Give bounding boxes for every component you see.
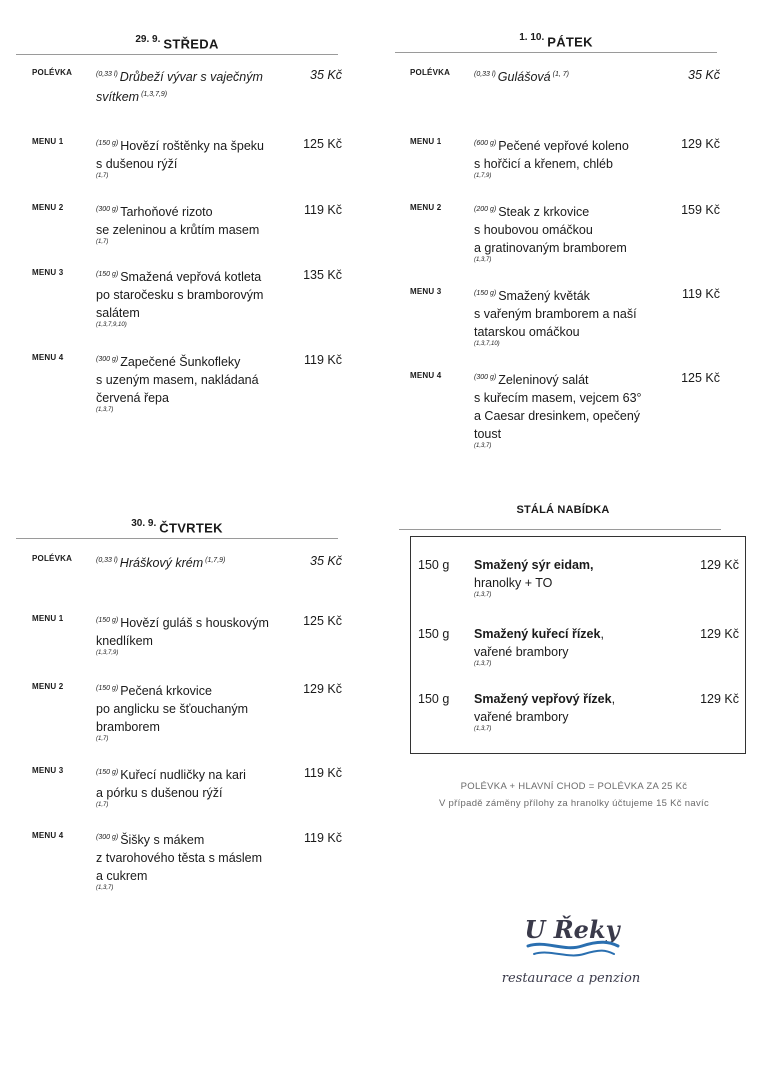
portion-size: (0,33 l) (96, 71, 118, 78)
dish-name-line: Zapečené Šunkofleky (120, 355, 241, 370)
allergens: (1,3,7) (96, 407, 114, 414)
price: 119 Kč (304, 353, 342, 367)
menu-label: MENU 3 (32, 268, 64, 277)
price: 129 Kč (681, 137, 720, 151)
day-name: STŘEDA (163, 36, 219, 52)
dish-name-line: Hovězí guláš s houskovým (120, 616, 269, 631)
allergens: (1,7) (96, 239, 109, 246)
side-swap-note: V případě záměny přílohy za hranolky účtujeme 15 Kč navíc (438, 798, 710, 809)
dish-name-line: a Caesar dresinkem, opečený (474, 409, 641, 424)
dish-description (96, 552, 286, 572)
allergens: (1,7) (96, 736, 109, 743)
day-date: 30. 9. (131, 518, 157, 529)
dish-name-line: Zeleninový salát (498, 373, 589, 388)
portion-size: (300 g) (96, 206, 119, 213)
standing-offer-title: STÁLÁ NABÍDKA (516, 504, 610, 516)
menu-label: MENU 4 (32, 831, 64, 840)
dish-name-line: Kuřecí nudličky na kari (120, 768, 246, 783)
item-price: 129 Kč (700, 627, 739, 641)
restaurant-logo (494, 908, 648, 994)
divider (395, 52, 717, 53)
dish-name-line: Steak z krkovice (498, 205, 590, 220)
divider (16, 54, 338, 55)
dish-name-line: s houbovou omáčkou (474, 223, 593, 238)
portion-size: (600 g) (474, 140, 497, 147)
item-description (474, 556, 674, 599)
portion-size: (150 g) (474, 290, 497, 297)
dish-name-line: Tarhoňové rizoto (120, 205, 213, 220)
portion-size: (300 g) (474, 374, 497, 381)
menu-label: MENU 3 (410, 287, 442, 296)
item-weight: 150 g (418, 558, 450, 572)
item-name: Smažený kuřecí řízek (474, 627, 601, 641)
item-weight: 150 g (418, 692, 450, 706)
item-name: Smažený vepřový řízek (474, 692, 612, 706)
dish-description (96, 66, 286, 106)
portion-size: (150 g) (96, 271, 119, 278)
dish-description (474, 135, 664, 180)
price: 125 Kč (303, 614, 342, 628)
dish-description (96, 680, 286, 743)
item-name: Smažený sýr eidam, (474, 558, 594, 572)
divider (16, 538, 338, 539)
logo-artwork (494, 908, 648, 994)
portion-size: (150 g) (96, 769, 119, 776)
dish-name-line: po anglicku se šťouchaným (96, 702, 248, 717)
item-allergens: (1,3,7) (474, 592, 492, 598)
menu-label: MENU 3 (32, 766, 64, 775)
price: 129 Kč (303, 682, 342, 696)
menu-label: MENU 2 (32, 682, 64, 691)
dish-name-line: tatarskou omáčkou (474, 325, 580, 340)
allergens: (1,3,7,9,10) (96, 322, 127, 329)
day-header (395, 26, 717, 50)
menu-label: MENU 4 (410, 371, 442, 380)
dish-description (96, 266, 286, 329)
dish-description (474, 369, 664, 450)
price: 159 Kč (681, 203, 720, 217)
item-price: 129 Kč (700, 558, 739, 572)
allergens: (1,3,7) (474, 443, 492, 450)
price: 135 Kč (303, 268, 342, 282)
menu-label: MENU 1 (32, 137, 64, 146)
day-name: PÁTEK (547, 34, 593, 50)
dish-name-line: s hořčicí a křenem, chléb (474, 157, 613, 172)
dish-name-line: bramborem (96, 720, 160, 735)
dish-description (474, 66, 664, 86)
portion-size: (0,33 l) (474, 71, 496, 78)
price: 35 Kč (688, 68, 720, 82)
price: 35 Kč (310, 68, 342, 82)
dish-name-line: se zeleninou a krůtím masem (96, 223, 260, 238)
allergens: (1,3,7,9) (96, 650, 119, 657)
dish-description (96, 135, 286, 180)
item-description: Smažený vepřový řízek, vařené brambory (1,3,7) (474, 690, 674, 733)
combo-note: POLÉVKA + HLAVNÍ CHOD = POLÉVKA ZA 25 Kč (460, 781, 688, 792)
dish-name-line: Smažený květák (498, 289, 590, 304)
item-description: Smažený kuřecí řízek, vařené brambory (1,3,7) (474, 625, 674, 668)
dish-name-line: a pórku s dušenou rýží (96, 786, 223, 801)
dish-description (96, 764, 286, 809)
dish-description (96, 612, 286, 657)
allergens: (1, 7) (552, 71, 569, 78)
portion-size: (300 g) (96, 356, 119, 363)
logo-tagline: restaurace a penzion (501, 971, 641, 986)
menu-label: MENU 2 (32, 203, 64, 212)
wave-icon (534, 951, 614, 956)
day-date: 1. 10. (519, 32, 545, 43)
dish-name-line: červená řepa (96, 391, 169, 406)
price: 119 Kč (682, 287, 720, 301)
dish-name-line: knedlíkem (96, 634, 153, 649)
menu-label: MENU 1 (32, 614, 64, 623)
dish-name-line: s uzeným masem, nakládaná (96, 373, 259, 388)
day-section-wednesday (16, 28, 338, 55)
price: 35 Kč (310, 554, 342, 568)
logo-name: U Řeky (524, 915, 620, 944)
dish-description (96, 829, 286, 892)
allergens: (1,3,7,9) (141, 91, 168, 99)
portion-size: (200 g) (474, 206, 497, 213)
dish-name-line: a gratinovaným bramborem (474, 241, 627, 256)
menu-label: POLÉVKA (32, 68, 73, 77)
menu-label: POLÉVKA (32, 554, 73, 563)
dish-description (96, 201, 286, 246)
portion-size: (300 g) (96, 834, 119, 841)
dish-name-line: s vařeným bramborem a naší (474, 307, 637, 322)
portion-size: (150 g) (96, 140, 119, 147)
item-side: vařené brambory (474, 710, 569, 724)
dish-description (474, 201, 664, 264)
allergens: (1,7,9) (205, 557, 226, 564)
allergens: (1,7,9) (474, 173, 492, 180)
divider (399, 529, 721, 530)
portion-size: (0,33 l) (96, 557, 118, 564)
day-name: ČTVRTEK (159, 520, 223, 536)
allergens: (1,7) (96, 173, 109, 180)
menu-label: MENU 1 (410, 137, 442, 146)
dish-name-line: salátem (96, 306, 140, 321)
item-side: hranolky + TO (474, 576, 553, 590)
standing-offer-box (410, 536, 746, 754)
item-allergens: (1,3,7) (474, 726, 492, 732)
item-price: 129 Kč (700, 692, 739, 706)
menu-label: POLÉVKA (410, 68, 451, 77)
day-date: 29. 9. (135, 34, 161, 45)
item-side: vařené brambory (474, 645, 569, 659)
price: 119 Kč (304, 203, 342, 217)
dish-name-line: toust (474, 427, 502, 442)
item-allergens: (1,3,7) (474, 661, 492, 667)
dish-name-line: Gulášová (497, 70, 551, 85)
price: 119 Kč (304, 766, 342, 780)
allergens: (1,3,7) (96, 885, 114, 892)
day-section-friday (395, 26, 717, 53)
dish-description (96, 351, 286, 414)
dish-name-line: Hovězí roštěnky na špeku (120, 139, 265, 154)
portion-size: (150 g) (96, 617, 119, 624)
dish-name-line: Hráškový krém (119, 556, 204, 571)
dish-name-line: svítkem (96, 90, 140, 105)
day-header (16, 28, 338, 52)
dish-name-line: Pečená krkovice (120, 684, 212, 699)
dish-name-line: z tvarohového těsta s máslem (96, 851, 263, 866)
price: 119 Kč (304, 831, 342, 845)
menu-label: MENU 2 (410, 203, 442, 212)
dish-name-line: po staročesku s bramborovým (96, 288, 264, 303)
allergens: (1,3,7,10) (474, 341, 500, 348)
item-weight: 150 g (418, 627, 450, 641)
price: 125 Kč (303, 137, 342, 151)
dish-name-line: Smažená vepřová kotleta (120, 270, 262, 285)
day-header (16, 512, 338, 536)
dish-name-line: Šišky s mákem (120, 833, 205, 848)
price: 125 Kč (681, 371, 720, 385)
dish-name-line: s kuřecím masem, vejcem 63° (474, 391, 642, 406)
dish-name-line: Drůbeží vývar s vaječným (119, 70, 263, 85)
dish-name-line: a cukrem (96, 869, 148, 884)
allergens: (1,7) (96, 802, 109, 809)
dish-name-line: Pečené vepřové koleno (498, 139, 629, 154)
allergens: (1,3,7) (474, 257, 492, 264)
portion-size: (150 g) (96, 685, 119, 692)
dish-name-line: s dušenou rýží (96, 157, 178, 172)
dish-description (474, 285, 664, 348)
menu-label: MENU 4 (32, 353, 64, 362)
day-section-thursday (16, 512, 338, 539)
